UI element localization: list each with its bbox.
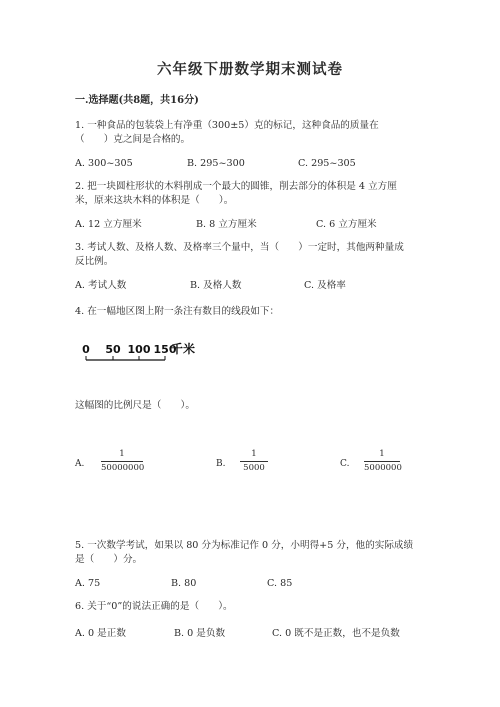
question-4-line-1: 4. 在一幅地区图上附一条注有数目的线段如下： [75,306,280,317]
scale-tick-label-50: 50 [105,343,121,356]
question-2-option-c: C. 6 立方厘米 [316,219,377,230]
question-3-line-1: 3. 考试人数、及格人数、及格率三个量中，当（ ）一定时，其他两种量成 [75,242,404,253]
section-heading: 一.选择题(共8题，共16分) [75,95,199,106]
question-1-option-b: B. 295~300 [187,158,245,169]
question-5-line-1: 5. 一次数学考试，如果以 80 分为标准记作 0 分，小明得+5 分，他的实际成绩 [75,540,414,551]
question-5-option-a: A. 75 [75,578,101,589]
question-4-option-c-label: C. [340,459,350,469]
page-title: 六年级下册数学期末测试卷 [157,61,343,78]
fraction-numerator: 1 [379,449,385,459]
question-6-line-1: 6. 关于“0”的说法正确的是（ ）。 [75,601,233,612]
scale-tick-label-100: 100 [127,343,151,356]
fraction-bar [101,461,143,462]
scale-tick-label-150: 150 [153,343,177,356]
question-6-option-a: A. 0 是正数 [75,628,126,639]
question-3-option-b: B. 及格人数 [190,280,242,291]
question-5 [75,539,425,567]
question-2 [75,180,425,208]
question-1-line-1: 1. 一种食品的包装袋上有净重（300±5）克的标记，这种食品的质量在 [75,120,379,131]
question-1-option-a: A. 300~305 [75,158,133,169]
question-2-option-a: A. 12 立方厘米 [75,219,142,230]
question-5-line-2: 是（ ）分。 [75,554,143,565]
question-3 [75,241,425,269]
scale-bar [80,340,230,370]
fraction-numerator: 1 [119,449,125,459]
question-4-option-b-fraction [240,449,268,474]
scale-tick-label-0: 0 [82,343,90,356]
question-1 [75,119,425,147]
question-3-line-2: 反比例。 [75,256,114,267]
fraction-bar [364,461,400,462]
question-1-line-2: （ ）克之间是合格的。 [75,134,191,145]
fraction-denominator: 50000000 [101,463,145,473]
question-4 [75,305,425,319]
question-3-option-a: A. 考试人数 [75,280,127,291]
question-6-option-c: C. 0 既不是正数，也不是负数 [272,628,400,639]
question-2-line-1: 2. 把一块圆柱形状的木料削成一个最大的圆锥，削去部分的体积是 4 立方厘 [75,181,397,192]
question-4-line-2: 这幅图的比例尺是（ ）。 [75,400,195,411]
question-5-option-c: C. 85 [267,578,293,589]
question-3-option-c: C. 及格率 [304,280,346,291]
question-4-option-b-label: B. [216,459,226,469]
question-5-option-b: B. 80 [171,578,197,589]
question-6 [75,600,425,614]
question-6-option-b: B. 0 是负数 [174,628,226,639]
question-4-option-a-fraction [101,449,143,474]
question-4-option-a-label: A. [75,459,85,469]
question-1-option-c: C. 295~305 [298,158,356,169]
fraction-numerator: 1 [251,449,257,459]
scale-unit-label: 千米 [171,342,196,356]
fraction-denominator: 5000 [243,463,265,473]
question-4-option-c-fraction [364,449,400,474]
question-2-line-2: 米，原来这块木料的体积是（ ）。 [75,195,234,206]
fraction-bar [240,461,268,462]
fraction-denominator: 5000000 [364,463,402,473]
question-4-prompt [75,399,425,413]
question-2-option-b: B. 8 立方厘米 [196,219,257,230]
